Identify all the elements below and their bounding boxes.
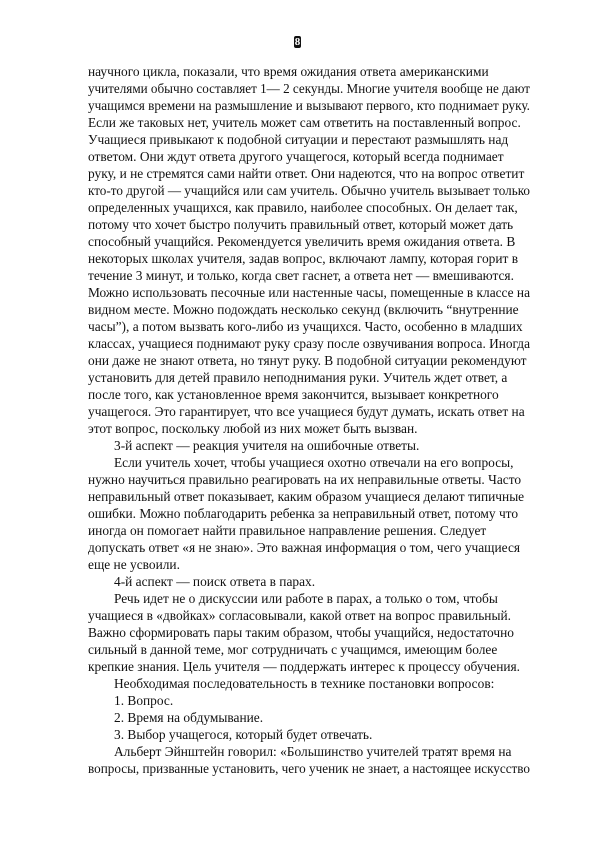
page-number xyxy=(0,36,595,48)
text-line: способный учащийся. Рекомендуется увеличить время ожидания ответа. В xyxy=(88,234,516,249)
text-line: ответом. Они ждут ответа другого учащегося, который всегда поднимает xyxy=(88,149,504,164)
text-line: учащегося. Это гарантирует, что все учащиеся будут думать, искать ответ на xyxy=(88,404,525,419)
document-body xyxy=(88,63,530,777)
text-line: учащимся времени на размышление и вызывают первого, кто поднимает руку. xyxy=(88,98,530,113)
text-line: после того, как установленное время закончится, вызывает конкретного xyxy=(88,387,499,402)
text-line: крепкие знания. Цель учителя — поддержать интерес к процессу обучения. xyxy=(88,659,521,674)
text-line: 4-й аспект — поиск ответа в парах. xyxy=(114,574,316,589)
text-line: ошибки. Можно поблагодарить ребенка за неправильный ответ, потому что xyxy=(88,506,519,521)
text-line: Учащиеся привыкают к подобной ситуации и перестают размышлять над xyxy=(88,132,509,147)
text-line: допускать ответ «я не знаю». Это важная информация о том, чего учащиеся xyxy=(88,540,521,555)
text-line: установить для детей правило неподнимания руки. Учитель ждет ответ, а xyxy=(88,370,508,385)
text-line: некоторых школах учителя, задав вопрос, включают лампу, которая горит в xyxy=(88,251,519,266)
text-line: 2. Время на обдумывание. xyxy=(114,710,264,725)
text-line: нужно научиться правильно реагировать на их неправильные ответы. Часто xyxy=(88,472,522,487)
text-line: потому что хочет быстро получить правильный ответ, который может дать xyxy=(88,217,514,232)
text-line: Можно использовать песочные или настенные часы, помещенные в классе на xyxy=(88,285,530,300)
text-line: Альберт Эйнштейн говорил: «Большинство учителей тратят время на xyxy=(114,744,512,759)
text-line: Речь идет не о дискуссии или работе в парах, а только о том, чтобы xyxy=(114,591,498,606)
text-line: этот вопрос, поскольку любой из них может быть вызван. xyxy=(88,421,418,436)
text-line: учащиеся в «двойках» согласовывали, какой ответ на вопрос правильный. xyxy=(88,608,511,623)
text-line: они даже не знают ответа, но тянут руку. В подобной ситуации рекомендуют xyxy=(88,353,527,368)
text-line: определенных учащихся, как правило, наиболее способных. Он делает так, xyxy=(88,200,518,215)
text-line: еще не усвоили. xyxy=(88,557,180,572)
text-line: Важно сформировать пары таким образом, чтобы учащийся, недостаточно xyxy=(88,625,514,640)
text-line: Если учитель хочет, чтобы учащиеся охотно отвечали на его вопросы, xyxy=(114,455,514,470)
text-line: иногда он помогает найти правильное направление решения. Следует xyxy=(88,523,487,538)
text-line: кто-то другой — учащийся или сам учитель. Обычно учитель вызывает только xyxy=(88,183,530,198)
text-line: учителями обычно составляет 1— 2 секунды. Многие учителя вообще не дают xyxy=(88,81,530,96)
text-line: 3-й аспект — реакция учителя на ошибочные ответы. xyxy=(114,438,420,453)
text-line: 1. Вопрос. xyxy=(114,693,174,708)
text-line: Необходимая последовательность в технике постановки вопросов: xyxy=(114,676,495,691)
text-line: руку, и не стремятся сами найти ответ. Они надеются, что на вопрос ответит xyxy=(88,166,525,181)
text-line: видном месте. Можно подождать несколько секунд (включить “внутренние xyxy=(88,302,519,317)
text-line: часы”), а потом вызвать кого-либо из учащихся. Часто, особенно в младших xyxy=(88,319,523,334)
text-line: 3. Выбор учащегося, который будет отвечать. xyxy=(114,727,373,742)
page-number-label: 8 xyxy=(294,36,301,48)
text-line: неправильный ответ показывает, каким образом учащиеся делают типичные xyxy=(88,489,525,504)
text-line: течение 3 минут, и только, когда свет гаснет, а ответа нет — вмешиваются. xyxy=(88,268,514,283)
text-line: вопросы, призванные установить, чего ученик не знает, а настоящее искусство xyxy=(88,761,530,776)
text-line: Если же таковых нет, учитель может сам ответить на поставленный вопрос. xyxy=(88,115,521,130)
text-line: классах, учащиеся поднимают руку сразу после озвучивания вопроса. Иногда xyxy=(88,336,530,351)
text-line: сильный в данной теме, мог сотрудничать с учащимся, имеющим более xyxy=(88,642,498,657)
text-line: научного цикла, показали, что время ожидания ответа американскими xyxy=(88,64,489,79)
